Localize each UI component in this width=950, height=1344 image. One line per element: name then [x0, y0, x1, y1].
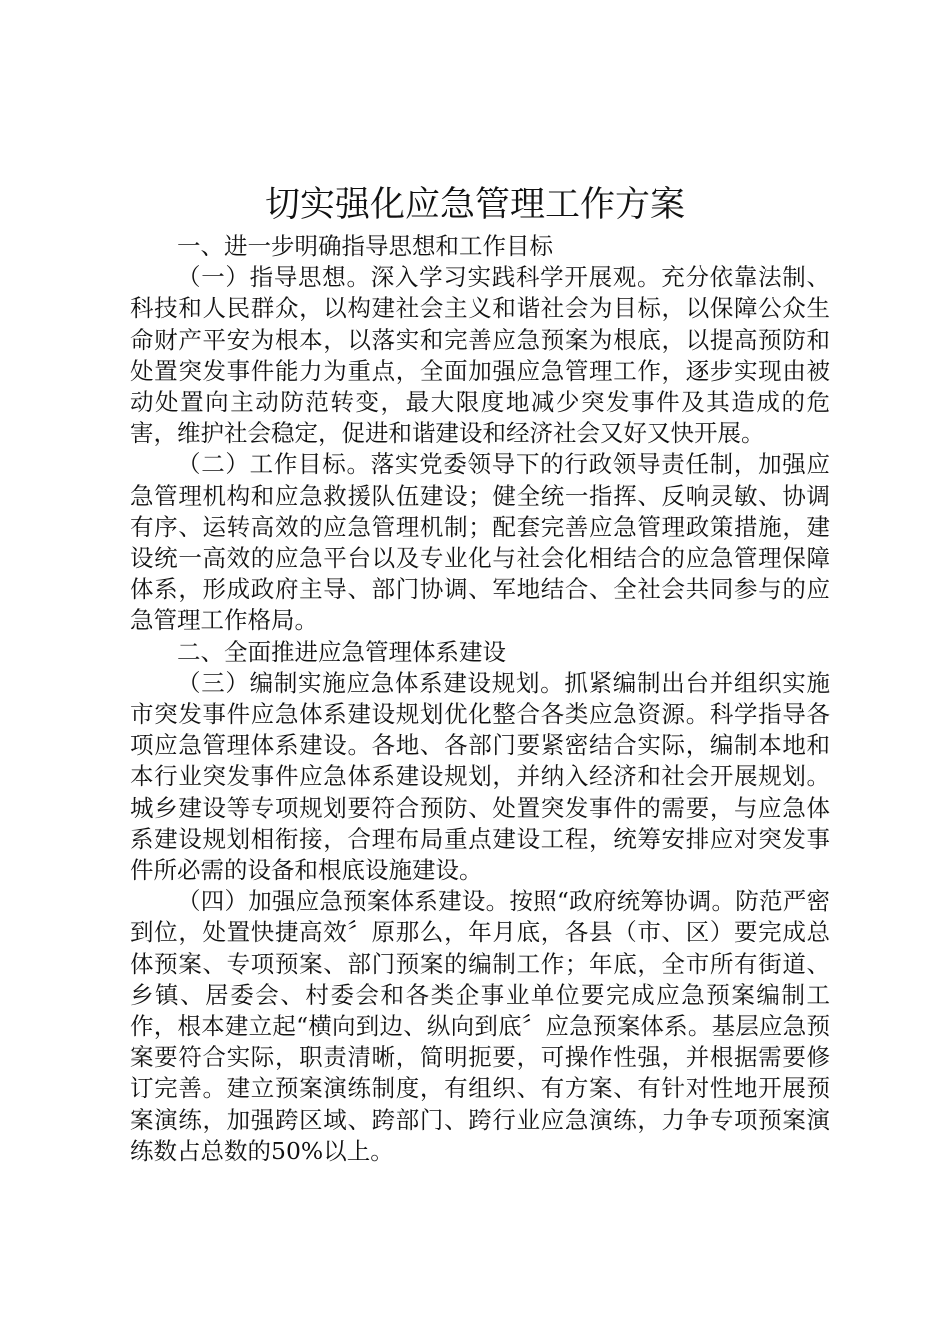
paragraph-system-planning: （三）编制实施应急体系建设规划。抓紧编制出台并组织实施市突发事件应急体系建设规划优化整合各类应急资源。科学指导各项应急管理体系建设。各地、各部门要紧密结合实际，编制本地和本行业突发事件应急体系建设规划，并纳入经济和社会开展规划。城乡建设等专项规划要符合预防、处置突发事件的需要，与应急体系建设规划相衔接，合理布局重点建设工程，统筹安排应对突发事件所必需的设备和根底设施建设。 — [130, 668, 830, 885]
paragraph-work-goals: （二）工作目标。落实党委领导下的行政领导责任制，加强应急管理机构和应急救援队伍建设；健全统一指挥、反响灵敏、协调有序、运转高效的应急管理机制；配套完善应急管理政策措施，建设统一高效的应急平台以及专业化与社会化相结合的应急管理保障体系，形成政府主导、部门协调、军地结合、全社会共同参与的应急管理工作格局。 — [130, 450, 830, 635]
section-heading-2: 二、全面推进应急管理体系建设 — [177, 637, 506, 666]
document-body — [130, 231, 830, 1167]
paragraph-guiding-ideology: （一）指导思想。深入学习实践科学开展观。充分依靠法制、科技和人民群众，以构建社会主义和谐社会为目标，以保障公众生命财产平安为根本，以落实和完善应急预案为根底，以提高预防和处置突发事件能力为重点，全面加强应急管理工作，逐步实现由被动处置向主动防范转变，最大限度地减少突发事件及其造成的危害，维护社会稳定，促进和谐建设和经济社会又好又快开展。 — [130, 263, 830, 448]
paragraph-contingency-plans: （四）加强应急预案体系建设。按照“政府统筹协调。防范严密到位，处置快捷高效〞原那么，年月底，各县（市、区）要完成总体预案、专项预案、部门预案的编制工作；年底，全市所有街道、乡镇、居委会、村委会和各类企事业单位要完成应急预案编制工作，根本建立起“横向到边、纵向到底〞应急预案体系。基层应急预案要符合实际，职责清晰，简明扼要，可操作性强，并根据需要修订完善。建立预案演练制度，有组织、有方案、有针对性地开展预案演练，加强跨区域、跨部门、跨行业应急演练，力争专项预案演练数占总数的50%以上。 — [130, 887, 830, 1165]
section-heading-1: 一、进一步明确指导思想和工作目标 — [177, 232, 553, 260]
document-title: 切实强化应急管理工作方案 — [264, 185, 685, 225]
